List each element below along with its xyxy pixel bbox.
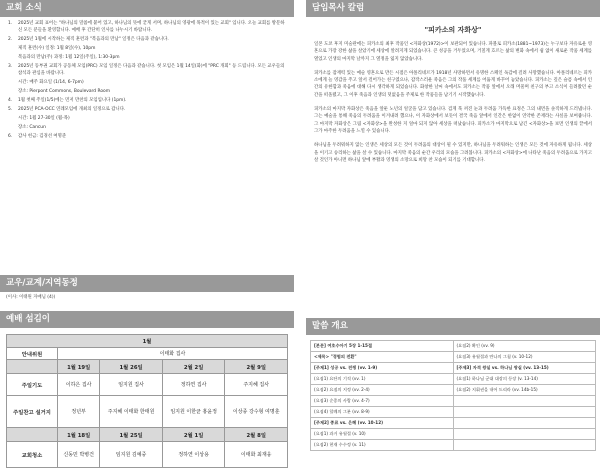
clean-cell: 이태화 최재웅 (225, 442, 288, 468)
sermon-row (311, 440, 596, 451)
sermon-cell: [주제2] 종료 vs. 은혜 (vv. 10-12) (311, 418, 454, 429)
notice-text: 2025년 동부권 교회가 공동체 모임(PRC) 모임 일정은 다음과 같습니다. 첫 모임은 1월 14일(화)에 "PRC 개회" 등 드립니다. 모든 교우들의 참석과 관심을 바랍니다. (18, 64, 285, 76)
sermon-row (311, 418, 596, 429)
sermon-row (311, 352, 596, 363)
notice-header: 교회 소식 (0, 0, 294, 17)
sermon-cell: <제목> "경험의 전환" (311, 352, 454, 363)
sermon-row (311, 396, 596, 407)
column-paragraph: 피카소의 마지막 자화상은 죽음을 앞둔 노년의 얼굴을 담고 있습니다. 검게 푹 꺼진 눈과 두려움 가득한 표정은 그의 내면을 솔직하게 드러냅니다. 그는 예술을 통해 죽음의 두려움을 이겨내려 했으나, 이 자화상에서 보듯이 결국 죽음 앞에서 인간은 한없이 연약한 존재라는 사실을 보여줍니다. 그 마지막 자화상은 그림 <자화상>을 완성한 지 얼마 되지 않아 세상을 떠났습니다. 피카소가 마지막으로 남긴 <자화상>을 보면 인생의 끝에서 그가 마주한 두려움을 느낄 수 있습니다. (314, 107, 592, 134)
notice-subitem: 시간: 1월 27-30일 (월-목) (18, 116, 70, 121)
column-paragraph: 일본 도쿄 후지 미술관에는 피카소의 최후 작품인 <자화상(1972)>이 보관되어 있습니다. 파블로 피카소(1881~1973)는 누구보다 자유로운 영혼으로 가장 강한 삶을 살았기에 세상에 알려지게 되었습니다. 큰 성공을 거두었으며, 거칠게 흐르는 삶의 변화 속에서 쉼 없이 새로운 작품 세계를 열었고 인생의 마지막 날까지 그 열정을 잃지 않았습니다. (314, 42, 592, 62)
sermon-cell (453, 396, 596, 407)
sermon-cell: (요점1) 과거 유월절 (v. 10) (311, 429, 454, 440)
sermon-cell: [주제3] 자격 왕실 vs. 하나님 왕실 (vv. 13-15) (453, 363, 596, 374)
notice-number: 5. (8, 107, 13, 112)
sermon-section (306, 318, 600, 451)
date-cell: 1월 18일 (58, 428, 100, 442)
column-body (306, 41, 600, 164)
column-paragraph: 하나님을 두려워하지 않는 인생은 세상의 모든 것이 두려움의 대상이 될 수 있지만, 하나님을 두려워하는 인생은 모든 것에 자유하게 됩니다. 세상을 이기고 승리하는 삶을 살 수 있습니다. 마지막 죽음의 순간 우리의 모습을 그려봅니다. 피카소의 <자화상>에 나타난 죽음의 두려움으로 가지고 살 것인가 아니면 하나님 앞에 부활과 영생의 소망으로 희망 찬 모습이 되기를 기대합니다. (314, 143, 592, 163)
sermon-cell: (요점2) 확인 (vv. 9) (453, 341, 596, 352)
sermon-cell (453, 407, 596, 418)
notice-subitem: 시간: 매주 화요일 (1/14, 6-7pm) (18, 80, 84, 85)
notice-item (8, 36, 288, 43)
clean-cell: 임지원 김예중 (100, 442, 163, 468)
notice-number: 6. (8, 134, 13, 139)
date-cell: 1월 25일 (100, 428, 163, 442)
sermon-row (311, 385, 596, 396)
sermon-cell: (요점3) 유월절과 만나의 그침 (v. 10-12) (453, 352, 596, 363)
notice-list (0, 17, 294, 140)
service-section (0, 311, 294, 468)
prayer-cell: 주지혜 집사 (225, 374, 288, 396)
reader-cell: 주지혜 이태화 한태원 (100, 396, 163, 428)
reader-cell: 정년부 (58, 396, 100, 428)
service-table (6, 334, 288, 468)
right-column (306, 0, 600, 447)
sermon-table (310, 340, 596, 451)
notice-subitem: 제직 훈련(수) 일정: 1월 8일(수), 10pm (18, 46, 96, 51)
missions-header: 교우/교계/지역동정 (0, 275, 294, 292)
left-column (0, 0, 294, 459)
date-cell: 2월 9일 (225, 360, 288, 374)
sermon-row (311, 341, 596, 352)
notice-number: 1. (8, 21, 13, 26)
sermon-cell: (요점3) 순종의 사람 (vv. 4-7) (311, 396, 454, 407)
sermon-cell: (요점2) 지휘권을 내어 드리라 (vv. 14b-15) (453, 385, 596, 396)
notice-item (8, 20, 288, 34)
sermon-cell: [본문] 여호수아기 5장 1-15절 (311, 341, 454, 352)
clean-cell: 신동민 박병건 (58, 442, 100, 468)
sermon-cell: (요점2) 요점의 지정 (vv. 2-4) (311, 385, 454, 396)
month-label: 1월 (7, 335, 288, 348)
sermon-cell: [주제1] 성공 vs. 전쟁 (vv. 1-9) (311, 363, 454, 374)
missions-text: (이사: 이태원 자매님 (4)) (6, 295, 56, 300)
notice-subitem: 복음과의 만남(주) 과정: 1월 12일(주일), 1:30-3pm (18, 55, 120, 60)
clean-cell: 정하연 이상용 (162, 442, 225, 468)
sermon-cell (453, 440, 596, 451)
prayer-label: 주일기도 (7, 374, 58, 396)
notice-text: 2025년 PCA-OCC 연례모임에 개최의 일정으로 갑니다. (18, 107, 126, 112)
sermon-row (311, 407, 596, 418)
prayer-cell: 이하은 집사 (58, 374, 100, 396)
sermon-cell (453, 418, 596, 429)
guide-value: 이태화 집사 (58, 348, 288, 360)
notice-number: 3. (8, 64, 13, 69)
notice-item (8, 106, 288, 113)
reader-cell: 이상종 강수형 여명훈 (225, 396, 288, 428)
notice-item (8, 63, 288, 77)
sermon-row (311, 374, 596, 385)
sermon-row (311, 363, 596, 374)
date-cell: 2월 1일 (162, 428, 225, 442)
column-header: 담임목사 칼럼 (306, 0, 600, 17)
notice-text: 1월 첫째 주일(1/5)에는 먼저 만찬의 모임입니다 (1pm). (18, 98, 127, 103)
notice-subitem: 장소: Pierpont Commons, Boulevard Room (18, 89, 110, 94)
prayer-cell: 정하연 집사 (162, 374, 225, 396)
sermon-cell: (요점2) 현재 수수정 (v. 11) (311, 440, 454, 451)
date-cell: 2월 8일 (225, 428, 288, 442)
guide-label: 안내위원 (7, 348, 58, 360)
sermon-cell: (요점1) 요단의 기적 (vv. 1) (311, 374, 454, 385)
reader-cell: 임지원 이한균 홍윤정 (162, 396, 225, 428)
notice-number: 2. (8, 37, 13, 42)
clean-label: 교회청소 (7, 442, 58, 468)
date-cell: 1월 19일 (58, 360, 100, 374)
column-heading: "피카소의 자화상" (424, 26, 482, 34)
date-cell: 1월 26일 (100, 360, 163, 374)
notice-subitem: 장소: Cancun (18, 125, 46, 130)
sermon-header: 말씀 개요 (306, 318, 600, 335)
prayer-cell: 임지원 집사 (100, 374, 163, 396)
service-header: 예배 섬김이 (0, 311, 294, 328)
notice-text: 감사 헌금: 김경선 여명준 (18, 134, 67, 139)
sermon-cell: (요점4) 할례의 그분 (vv. 8-9) (311, 407, 454, 418)
notice-item (8, 133, 288, 140)
notice-item (8, 97, 288, 104)
notice-number: 4. (8, 98, 13, 103)
date-cell: 2월 2일 (162, 360, 225, 374)
sermon-cell: (요점1) 하나님 군대 대장의 등장 (v. 13-14) (453, 374, 596, 385)
column-paragraph: 피카소를 잠재력 있는 예술 영혼으로 만든 시점은 아폴리네르가 1918년 사망하면서 유명한 스페인 독감에 걸려 사망했습니다. 아폴리네르는 피카소에게 늘 영감을 주고 앞서 걸어가는 친구였으나, 갑작스러운 죽음은 그의 작품 세계를 어둡게 바꾸어 놓았습니다. 피카소는 깊은 슬픔 속에서 인간의 유한함과 죽음에 대해 다시 생각하게 되었습니다. 화창한 날씨 속에서도 피카소는 작품 앞에서 오래 머물며 친구의 부고 소식이 들려왔던 순간을 떠올렸고, 그 이후 죽음과 인생의 덧없음을 주제로 한 작품들을 남기기 시작했습니다. (314, 70, 592, 98)
reader-label: 주일찬고 설거지 (7, 396, 58, 428)
sermon-row (311, 429, 596, 440)
notice-text: 2025년 교회 표어는 "하나님의 말씀에 붙어 있고, 하나님의 뜻에 굳게 서며, 하나님의 영광에 목적이 있는 교회" 입니다. 오늘 교회를 방문하신 모든 분들을 환영합니다. 예배 후 간단히 인사를 나누시기 바랍니다. (18, 21, 285, 33)
sermon-cell (453, 429, 596, 440)
missions-section (0, 275, 294, 302)
notice-text: 2025년 1월에 시작하는 제직 훈련과 "복음과의 만남" 일정은 다음과 같습니다. (18, 37, 169, 42)
